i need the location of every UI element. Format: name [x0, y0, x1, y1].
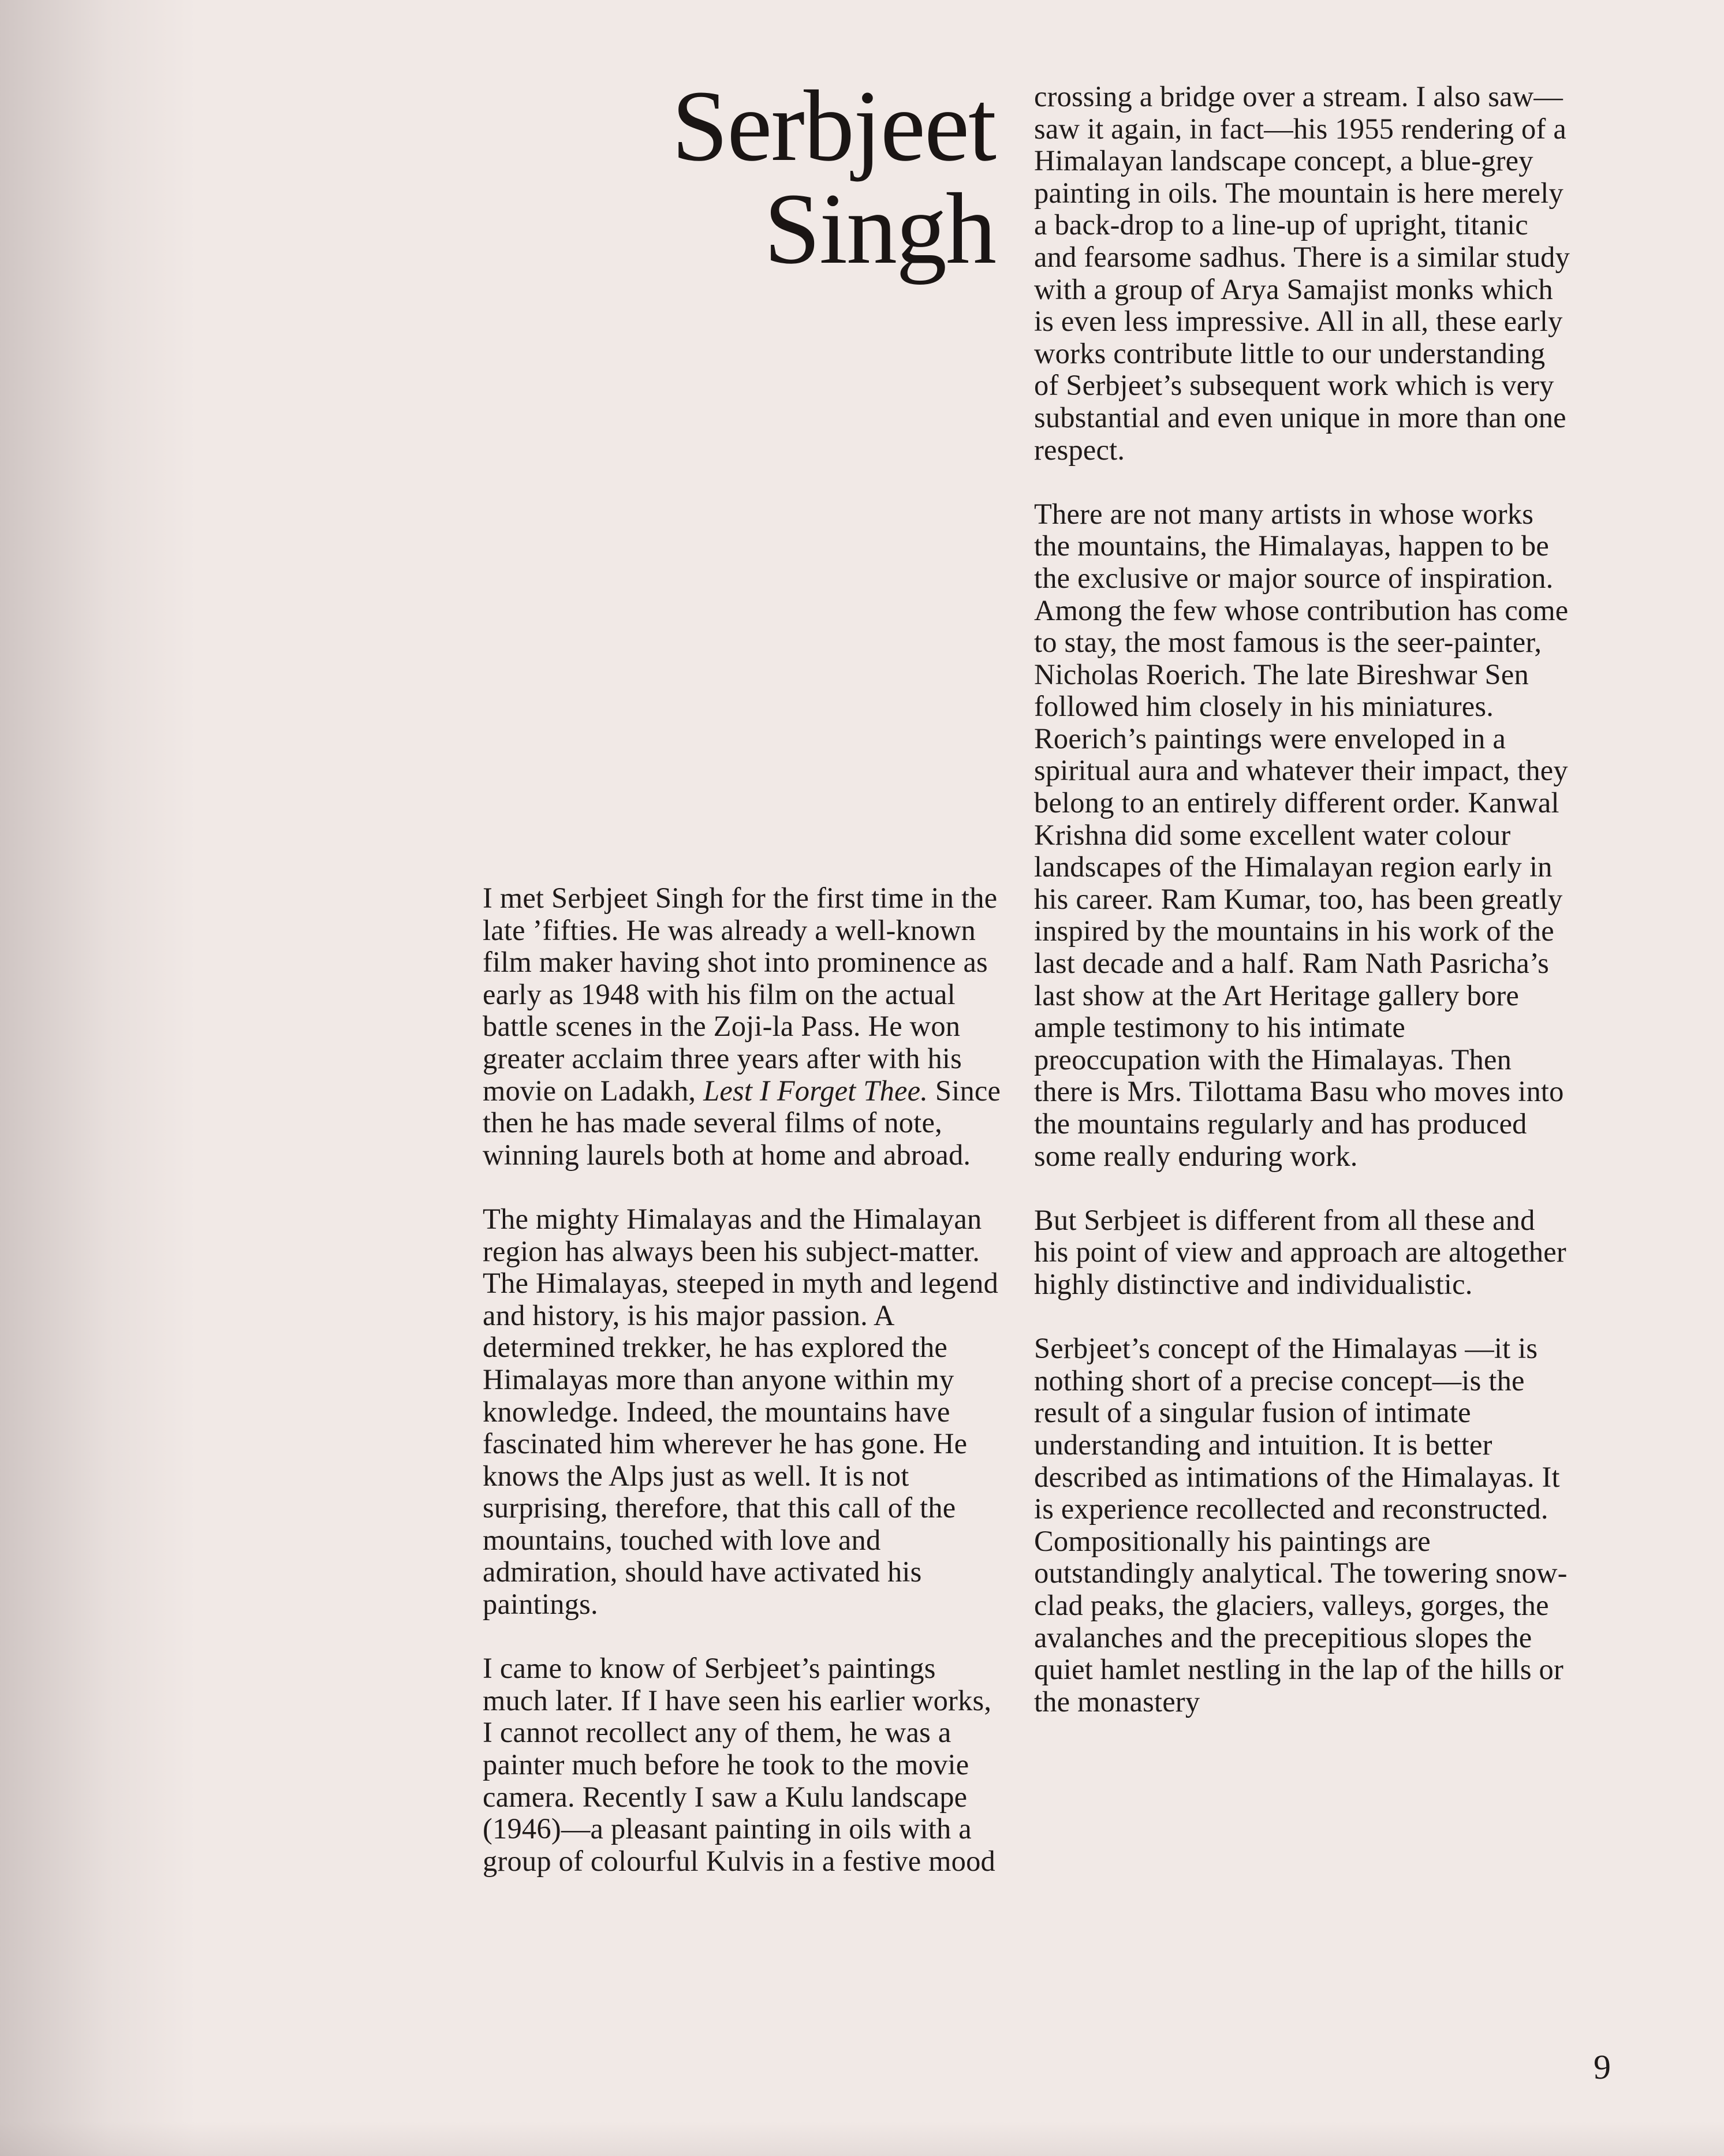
page-gutter-shadow	[0, 0, 196, 2156]
paragraph-text: I met Serbjeet Singh for the first time in the late ’fifties. He was already a well-known film maker having shot into prominence as early as 1948 with his film on the actual battle scenes in the Zoji-la Pass. He won greater acclaim three years after with his movie on Ladakh,	[483, 882, 998, 1107]
article-title	[591, 70, 995, 285]
title-line-2: Singh	[764, 173, 995, 285]
paragraph: Serbjeet’s concept of the Himalayas —it is nothing short of a precise concept—is the result of a singular fusion of intimate understanding and intuition. It is better described as intimations of the Himalayas. It is experience recollected and reconstructed. Compositionally his paintings are outstandingly analytical. The towering snow-clad peaks, the glaciers, valleys, gorges, the avalanches and the precepitious slopes the quiet hamlet nestling in the lap of the hills or the monastery	[1034, 1332, 1568, 1718]
paragraph: crossing a bridge over a stream. I also saw—saw it again, in fact—his 1955 rendering of a Himalayan landscape concept, a blue-grey painting in oils. The mountain is here merely a back-drop to a line-up of upright, titanic and fearsome sadhus. There is a similar study with a group of Arya Samajist monks which is even less impressive. All in all, these early works contribute little to our understanding of Serbjeet’s subsequent work which is very substantial and even unique in more than one respect.	[1034, 80, 1570, 466]
title-line-1: Serbjeet	[671, 70, 995, 182]
paragraph: I came to know of Serbjeet’s paintings much later. If I have seen his earlier works, I cannot recollect any of them, he was a painter much before he took to the movie camera. Recently I saw a Kulu landscape (1946)—a pleasant painting in oils with a group of colourful Kulvis in a festive mood	[483, 1652, 995, 1877]
page-bottom-shadow	[0, 2121, 1724, 2156]
paragraph: But Serbjeet is different from all these and his point of view and approach are altogether highly distinctive and individualistic.	[1034, 1203, 1566, 1300]
right-text-column	[1034, 81, 1571, 1718]
paragraph	[483, 882, 1002, 1171]
paragraph: There are not many artists in whose works the mountains, the Himalayas, happen to be the exclusive or major source of inspiration. Among the few whose contribution has come to stay, the most famous is the seer-painter, Nicholas Roerich. The late Bireshwar Sen followed him closely in his miniatures. Roerich’s paintings were enveloped in a spiritual aura and whatever their impact, they belong to an entirely different order. Kanwal Krishna did some excellent water colour landscapes of the Himalayan region early in his career. Ram Kumar, too, has been greatly inspired by the mountains in his work of the last decade and a half. Ram Nath Pasricha’s last show at the Art Heritage gallery bore ample testimony to his intimate preoccupation with the Himalayas. Then there is Mrs. Tilottama Basu who moves into the mountains regularly and has produced some really enduring work.	[1034, 497, 1569, 1172]
paragraph: The mighty Himalayas and the Himalayan region has always been his subject-matter. The Himalayas, steeped in myth and legend and history, is his major passion. A determined trekker, he has explored the Himalayas more than anyone within my knowledge. Indeed, the mountains have fascinated him wherever he has gone. He knows the Alps just as well. It is not surprising, therefore, that this call of the mountains, touched with love and admiration, should have activated his paintings.	[483, 1202, 999, 1621]
left-text-column	[483, 882, 1002, 1877]
page-number: 9	[1594, 2048, 1611, 2086]
film-title-italic: Lest I Forget Thee.	[703, 1074, 928, 1107]
paragraph-text: Since then he has made several films of note, winning laurels both at home and abroad.	[483, 1074, 1001, 1171]
